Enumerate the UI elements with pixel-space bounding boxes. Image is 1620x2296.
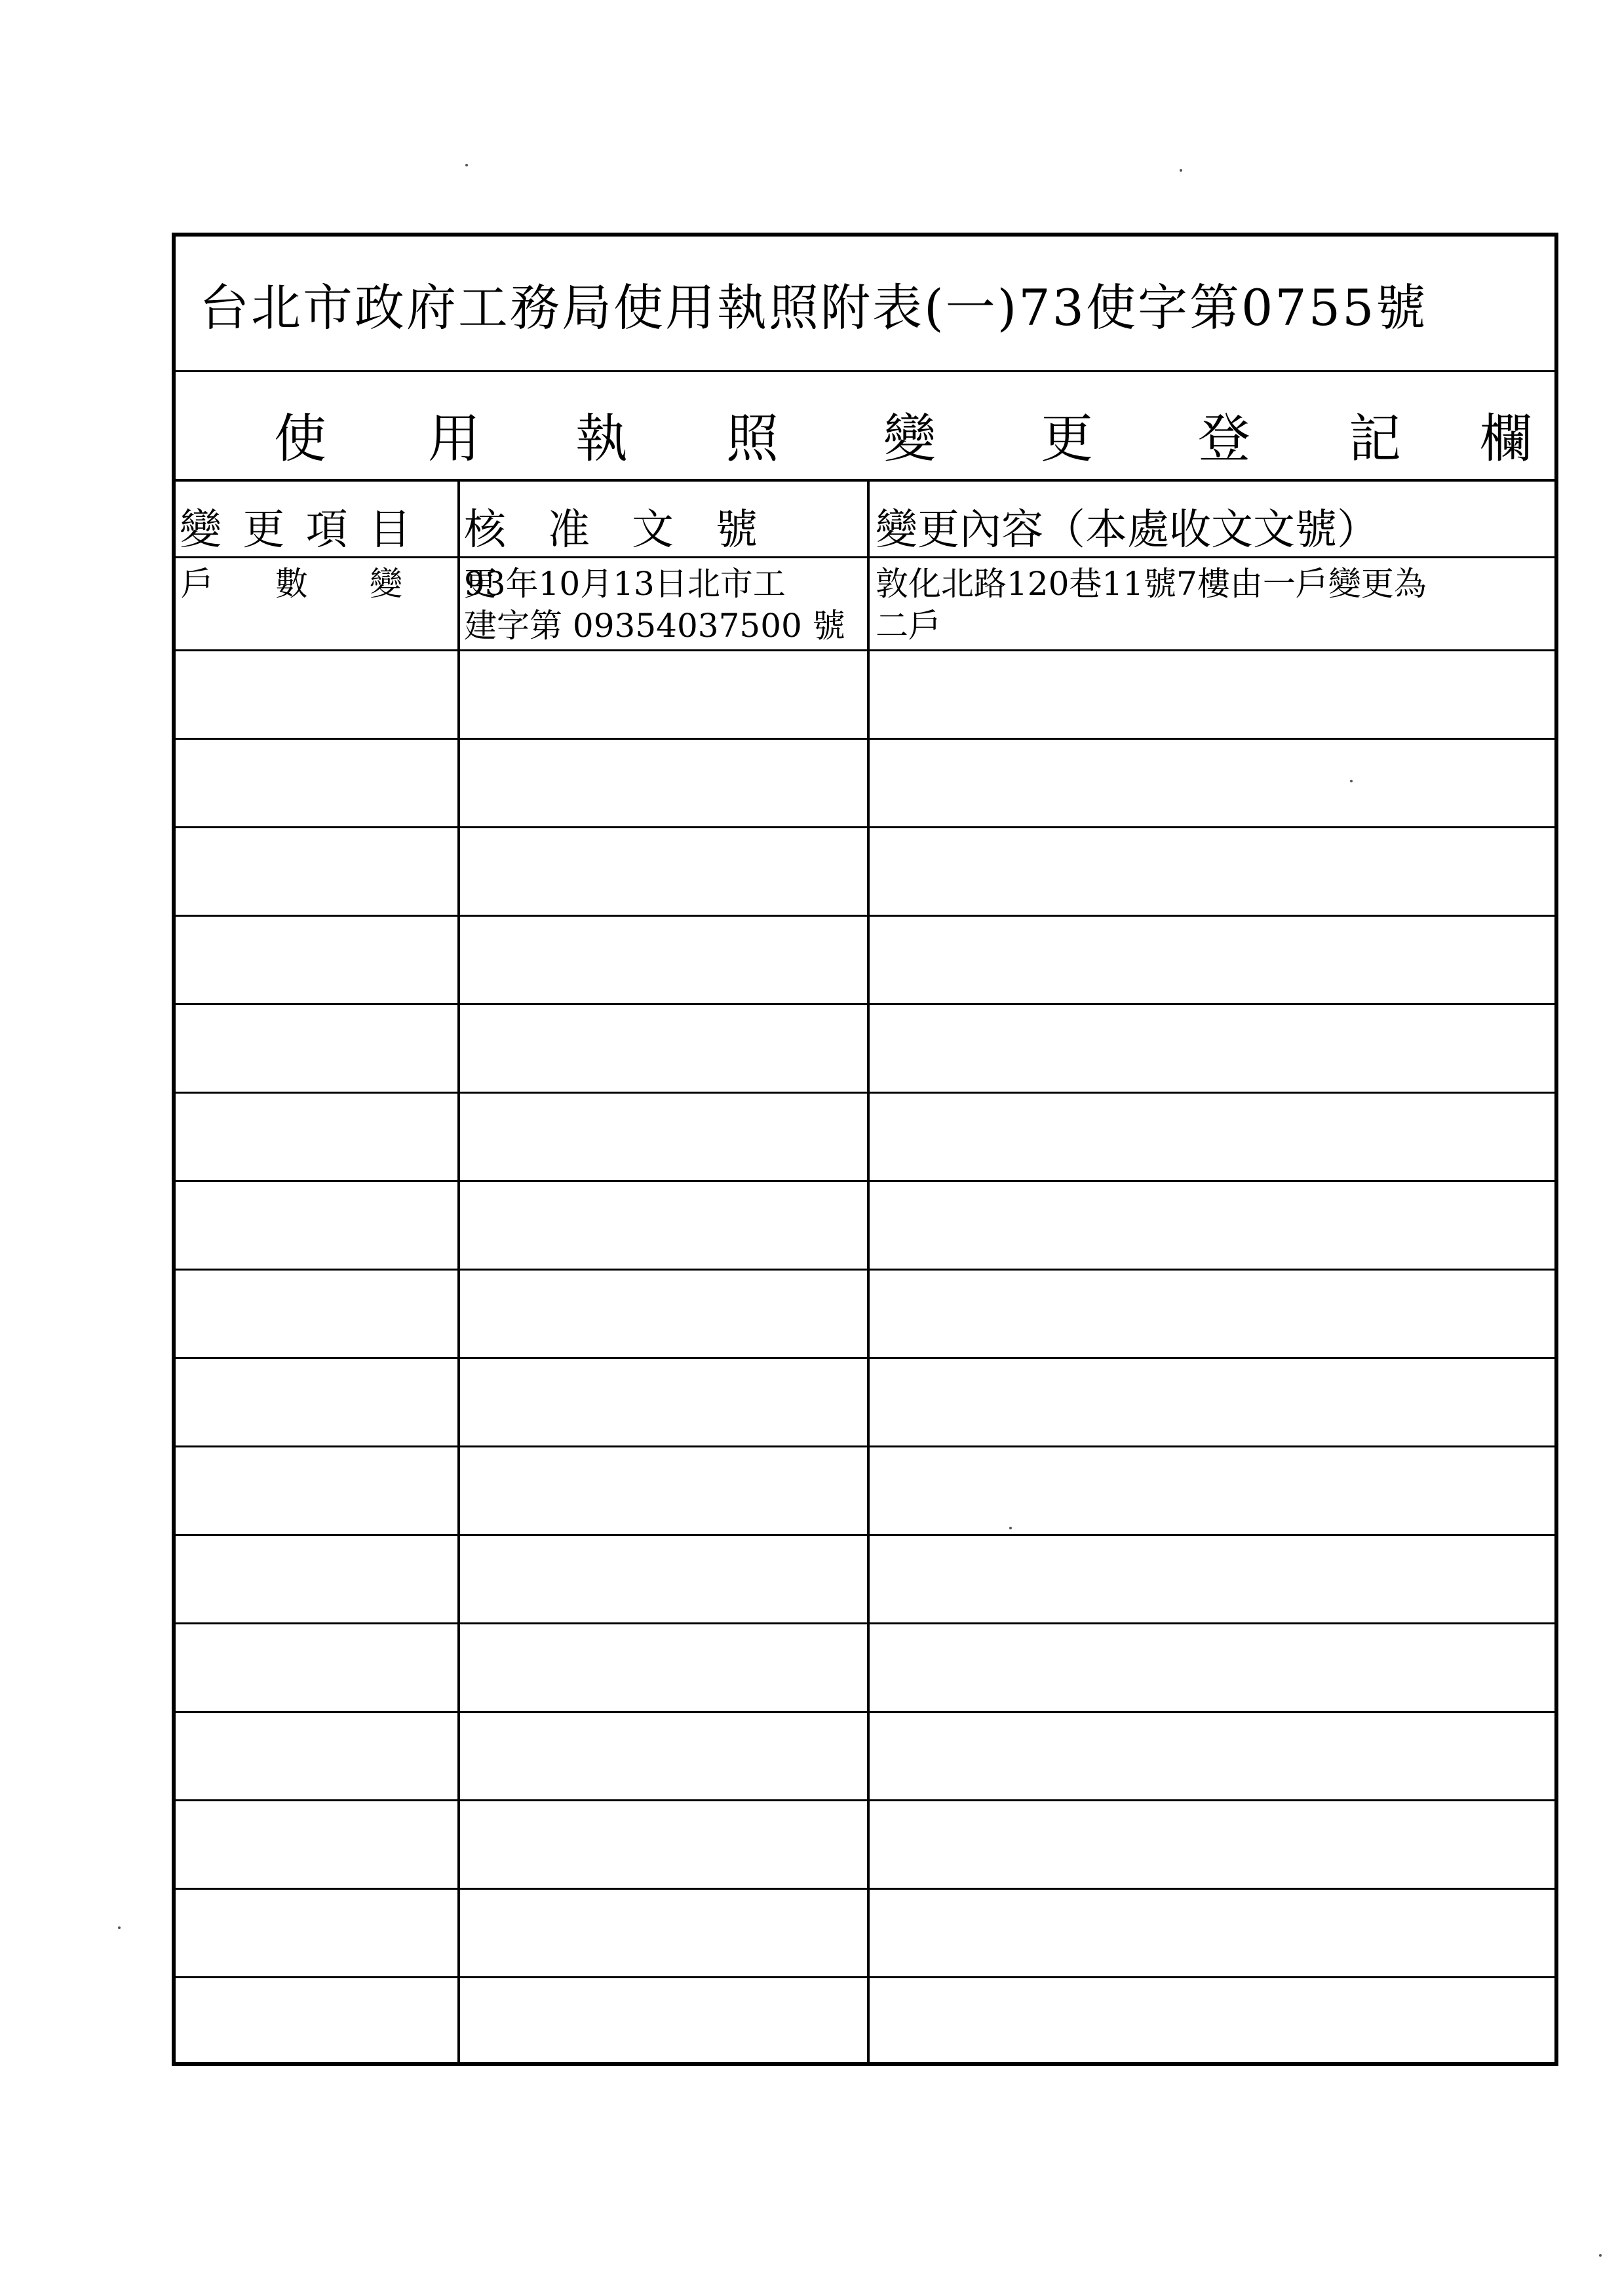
row-divider [176, 1711, 1554, 1713]
row-divider [176, 1003, 1554, 1005]
row-approval-line2: 建字第 09354037500 號 [464, 607, 845, 645]
scan-speck [1350, 780, 1353, 782]
row-divider [176, 1269, 1554, 1271]
scan-speck [1180, 169, 1182, 172]
row-divider [176, 826, 1554, 828]
section-heading-char: 更 [1041, 408, 1093, 469]
table-header [176, 479, 1554, 558]
section-heading-char: 用 [428, 408, 480, 469]
row-divider [176, 1445, 1554, 1447]
section-heading-char: 變 [883, 408, 936, 469]
usage-license-change-form [172, 233, 1558, 2066]
section-heading-char: 記 [1349, 408, 1401, 469]
col-header-approval: 核 准 文 號 [464, 506, 758, 554]
row-divider [176, 1092, 1554, 1094]
section-heading-char: 登 [1198, 408, 1250, 469]
section-heading [176, 370, 1554, 482]
scan-speck [1599, 2254, 1602, 2257]
column-divider [867, 479, 870, 2062]
row-approval-line1: 93年10月13日北市工 [464, 565, 786, 603]
scan-speck [1009, 1527, 1012, 1529]
column-divider [457, 479, 460, 2062]
change-register-table [176, 479, 1554, 2062]
row-divider [176, 1180, 1554, 1182]
col-header-item: 變 更 項 目 [180, 506, 415, 554]
section-heading-char: 照 [726, 408, 779, 469]
row-item: 戶 數 變 更 [181, 565, 511, 603]
row-divider [176, 738, 1554, 740]
row-divider [176, 915, 1554, 917]
row-content-line1: 敦化北路120巷11號7樓由一戶變更為 [876, 565, 1427, 603]
row-divider [176, 1357, 1554, 1359]
section-heading-char: 執 [575, 408, 628, 469]
row-divider [176, 1888, 1554, 1890]
section-heading-char: 使 [274, 408, 326, 469]
row-divider [176, 649, 1554, 651]
row-divider [176, 1976, 1554, 1978]
row-divider [176, 1799, 1554, 1801]
col-header-content: 變更內容（本處收文文號） [876, 506, 1379, 554]
row-content-line2: 二戶 [876, 607, 941, 645]
section-heading-char: 欄 [1480, 408, 1532, 469]
form-title [176, 237, 1554, 372]
scan-speck [118, 1926, 121, 1929]
row-divider [176, 1534, 1554, 1536]
row-divider [176, 1622, 1554, 1624]
scan-speck [465, 164, 468, 166]
form-title-text: 台北市政府工務局使用執照附表(一)73使字第0755號 [199, 278, 1428, 337]
